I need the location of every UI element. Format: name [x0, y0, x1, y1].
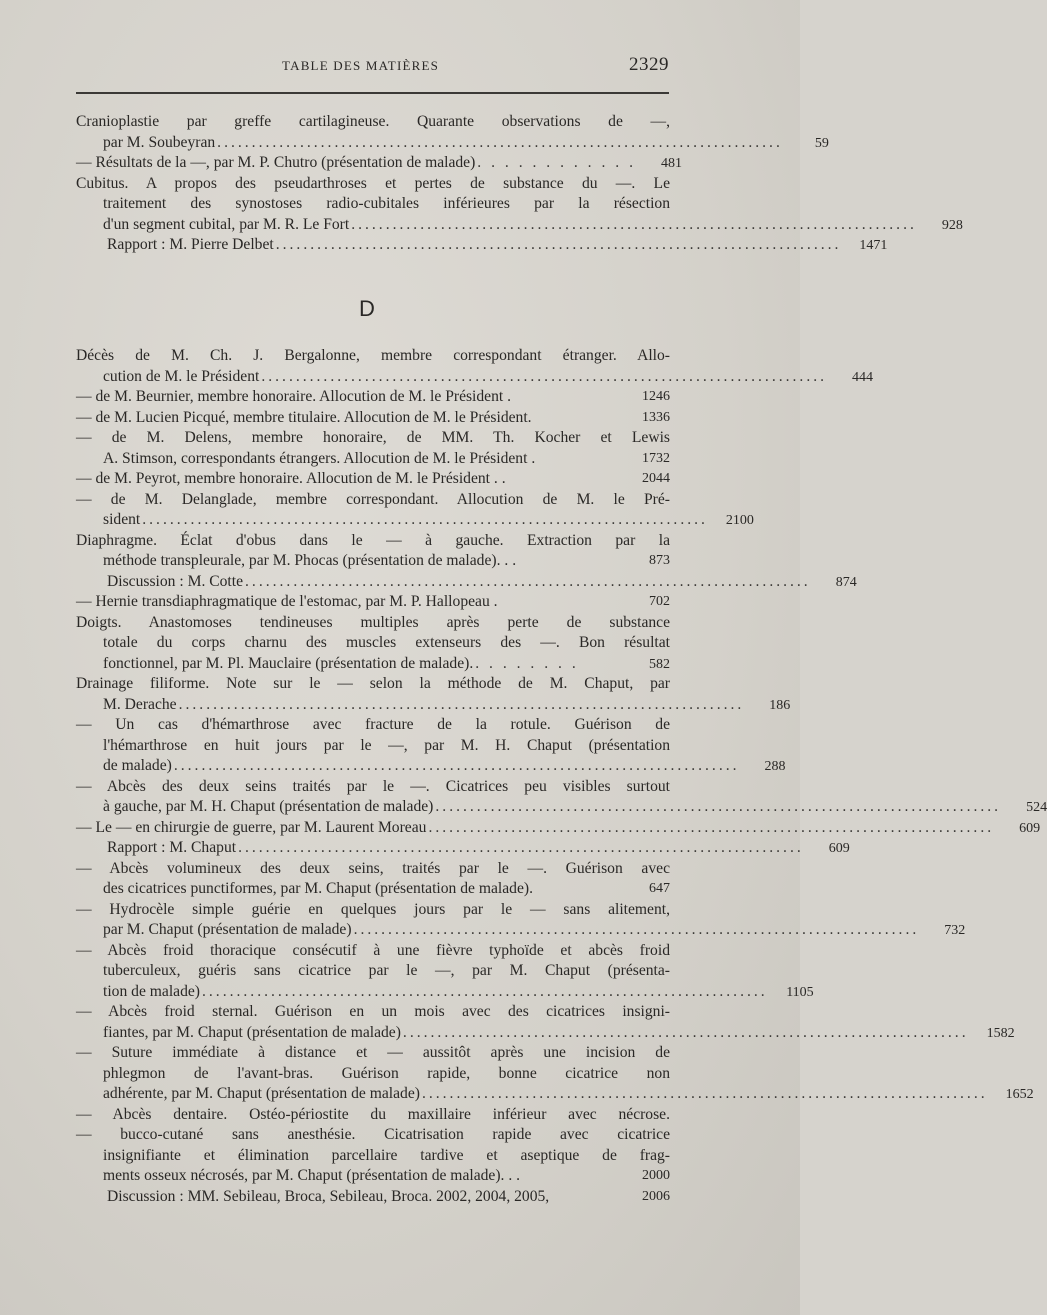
- index-line: cution de M. le Président .................................................................................. 444: [76, 367, 670, 388]
- index-entries-d: [76, 346, 1047, 1207]
- index-line: — Suture immédiate à distance et — aussitôt après une incision de: [76, 1044, 670, 1061]
- page-reference: 1582: [986, 1025, 1015, 1041]
- page-reference: 928: [941, 217, 963, 233]
- index-line: par M. Chaput (présentation de malade) .................................................................................. 732: [76, 920, 670, 941]
- index-line: — Résultats de la —, par M. P. Chutro (présentation de malade) . . . . . . . . . . . . 481: [76, 153, 670, 174]
- index-line: insignifiante et élimination parcellaire tardive et aseptique de frag-: [103, 1146, 670, 1164]
- index-line: — Abcès dentaire. Ostéo-périostite du maxillaire inférieur avec nécrose.: [76, 1105, 670, 1123]
- index-line: Cranioplastie par greffe cartilagineuse. Quarante observations de —,: [76, 113, 670, 130]
- index-line: de malade) .................................................................................. 288: [76, 756, 670, 777]
- index-line: Discussion : MM. Sebileau, Broca, Sebileau, Broca. 2002, 2004, 2005, 2006: [76, 1187, 670, 1208]
- index-line: sident .................................................................................. 2100: [76, 510, 670, 531]
- index-line: Décès de M. Ch. J. Bergalonne, membre correspondant étranger. Allo-: [76, 347, 670, 364]
- index-line: adhérente, par M. Chaput (présentation de malade) .................................................................................. 1652: [76, 1084, 670, 1105]
- index-line: — Hydrocèle simple guérie en quelques jours par le — sans alitement,: [76, 900, 670, 918]
- index-line: totale du corps charnu des muscles extenseurs des —. Bon résultat: [103, 634, 670, 651]
- running-head: TABLE DES MATIÈRES: [282, 58, 440, 73]
- index-line: — bucco-cutané sans anesthésie. Cicatrisation rapide avec cicatrice: [76, 1126, 670, 1143]
- page-reference: 444: [852, 369, 874, 385]
- page-reference: 2006: [642, 1188, 670, 1204]
- page-reference: 288: [764, 759, 786, 774]
- index-line: — de M. Lucien Picqué, membre titulaire. Allocution de M. le Président. 1336: [76, 408, 670, 429]
- page-reference: 702: [649, 594, 670, 609]
- index-line: Rapport : M. Pierre Delbet .................................................................................. 1471: [76, 235, 670, 256]
- page-header: [76, 56, 669, 80]
- index-line: — Abcès volumineux des deux seins, traités par le —. Guérison avec: [76, 859, 670, 877]
- index-line: Doigts. Anastomoses tendineuses multiples après perte de substance: [76, 613, 670, 631]
- index-line: — de M. Delanglade, membre correspondant. Allocution de M. le Pré-: [76, 490, 670, 508]
- page-reference: 1652: [1005, 1087, 1034, 1102]
- index-line: traitement des synostoses radio-cubitales inférieures par la résection: [103, 195, 670, 212]
- page-reference: 524: [1026, 800, 1047, 815]
- page-reference: 874: [835, 574, 857, 590]
- index-line: Cubitus. A propos des pseudarthroses et pertes de substance du —. Le: [76, 174, 670, 192]
- index-line: phlegmon de l'avant-bras. Guérison rapide, bonne cicatrice non: [103, 1064, 670, 1082]
- index-line: fiantes, par M. Chaput (présentation de malade) .................................................................................. 1582: [76, 1023, 670, 1044]
- header-rule: [76, 92, 669, 94]
- index-line: Discussion : M. Cotte .................................................................................. 874: [76, 572, 670, 593]
- page-reference: 186: [769, 697, 791, 713]
- index-line: M. Derache .................................................................................. 186: [76, 695, 670, 716]
- page-reference: 59: [814, 135, 829, 151]
- page-reference: 1246: [642, 389, 670, 404]
- index-line: tuberculeux, guéris sans cicatrice par le —, par M. Chaput (présenta-: [103, 962, 670, 979]
- index-line: méthode transpleurale, par M. Phocas (présentation de malade). . . 873: [76, 551, 670, 572]
- index-line: Drainage filiforme. Note sur le — selon la méthode de M. Chaput, par: [76, 675, 670, 692]
- index-line: d'un segment cubital, par M. R. Le Fort .................................................................................. 928: [76, 215, 670, 236]
- page-reference: 481: [660, 156, 682, 171]
- page-reference: 647: [649, 881, 670, 896]
- index-line: — de M. Peyrot, membre honoraire. Allocution de M. le Président . . 2044: [76, 469, 670, 490]
- index-line: — de M. Delens, membre honoraire, de MM. Th. Kocher et Lewis: [76, 429, 670, 446]
- page-reference: 609: [1019, 820, 1041, 836]
- page-reference: 2100: [725, 513, 754, 528]
- index-line: à gauche, par M. H. Chaput (présentation de malade) .................................................................................. 524: [76, 797, 670, 818]
- index-line: — Abcès froid sternal. Guérison en un mois avec des cicatrices insigni-: [76, 1003, 670, 1020]
- page-reference: 873: [649, 553, 670, 568]
- page-reference: 1336: [642, 409, 670, 425]
- section-letter: D: [359, 296, 375, 321]
- index-line: fonctionnel, par M. Pl. Mauclaire (présentation de malade). . . . . . . . . 582: [76, 654, 670, 675]
- page-reference: 1732: [642, 450, 670, 466]
- page-reference: 1471: [859, 238, 888, 253]
- page-reference: 609: [828, 841, 850, 856]
- index-line: des cicatrices punctiformes, par M. Chaput (présentation de malade). 647: [76, 879, 670, 900]
- page-reference: 2000: [642, 1168, 670, 1183]
- page-reference: 2044: [642, 471, 670, 486]
- index-line: — de M. Beurnier, membre honoraire. Allocution de M. le Président . 1246: [76, 387, 670, 408]
- index-entries-c: [76, 112, 963, 256]
- index-line: par M. Soubeyran .................................................................................. 59: [76, 133, 670, 154]
- page-reference: 1105: [786, 984, 814, 1000]
- index-line: Rapport : M. Chaput .................................................................................. 609: [76, 838, 670, 859]
- index-line: — Abcès froid thoracique consécutif à une fièvre typhoïde et abcès froid: [76, 941, 670, 959]
- index-line: — Un cas d'hémarthrose avec fracture de la rotule. Guérison de: [76, 716, 670, 733]
- index-line: — Le — en chirurgie de guerre, par M. Laurent Moreau .................................................................................. 609: [76, 818, 670, 839]
- index-line: — Abcès des deux seins traités par le —. Cicatrices peu visibles surtout: [76, 777, 670, 795]
- index-line: ments osseux nécrosés, par M. Chaput (présentation de malade). . . 2000: [76, 1166, 670, 1187]
- index-line: A. Stimson, correspondants étrangers. Allocution de M. le Président . 1732: [76, 449, 670, 470]
- index-line: tion de malade) .................................................................................. 1105: [76, 982, 670, 1003]
- index-line: — Hernie transdiaphragmatique de l'estomac, par M. P. Hallopeau . 702: [76, 592, 670, 613]
- page-number: 2329: [629, 54, 669, 75]
- page-reference: 732: [944, 923, 966, 938]
- index-line: l'hémarthrose en huit jours par le —, par M. H. Chaput (présentation: [103, 736, 670, 754]
- index-line: Diaphragme. Éclat d'obus dans le — à gauche. Extraction par la: [76, 531, 670, 549]
- page-reference: 582: [649, 656, 670, 672]
